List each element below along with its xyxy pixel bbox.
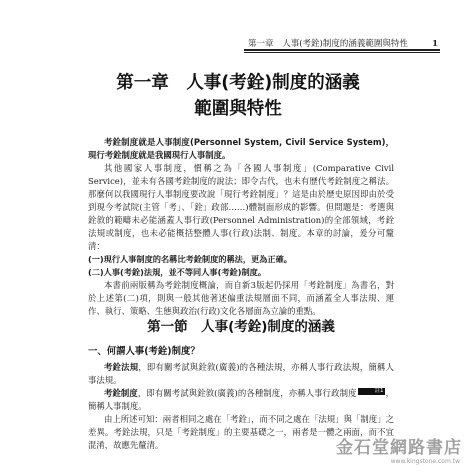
intro-text xyxy=(88,136,394,318)
section-paragraph-1 xyxy=(88,361,394,387)
section-title: 第一節 人事(考銓)制度的涵義 xyxy=(147,319,335,335)
intro-list-item-2: (二)人事(考銓)法規，並不等同人事(考銓)制度。 xyxy=(88,267,267,277)
chapter-title xyxy=(60,70,416,122)
section-subhead: 一、何謂人事(考銓)制度？ xyxy=(88,346,200,357)
intro-list-item-1: (一)現行人事制度的名稱比考銓制度的稱法，更為正確。 xyxy=(88,254,292,264)
header-rule-thin xyxy=(244,52,440,53)
term-regulations: 考銓法規 xyxy=(103,362,139,372)
section-paragraph-2-text: ，即有關考試與銓敘(廣義)的各種制度，亦稱人事行政制度 xyxy=(137,388,357,398)
running-header-chapter: 第一章 xyxy=(248,39,274,49)
section-paragraph-2 xyxy=(88,387,394,413)
footnote-marker[interactable]: 註1 xyxy=(358,388,385,395)
watermark xyxy=(292,438,474,474)
chapter-title-line2: 範圍與特性 xyxy=(194,99,282,119)
section-body xyxy=(88,344,394,452)
chapter-title-line1: 第一章 人事(考銓)制度的涵義 xyxy=(116,73,360,93)
header-rule xyxy=(244,49,440,51)
section-paragraph-3: 由上所述可知：兩者相同之處在「考銓」，而不同之處在「法規」與「制度」之差異。考銓法規，只是「考銓制度」的主要基礎之一，兩者是一體之兩面，而不宜混淆，故應先釐清。 xyxy=(88,414,394,450)
watermark-name: 金石堂網路書店 xyxy=(336,438,462,458)
section-paragraph-1-text: ，即有關考試與銓敘(廣義)的各種法規，亦稱人事行政法規，簡稱人事法規。 xyxy=(88,362,394,385)
intro-paragraph-1: 考銓制度就是人事制度(Personnel System, Civil Service System)，現行考銓制度就是我國現行人事制度。 xyxy=(88,137,394,160)
page-number: 1 xyxy=(432,39,438,49)
running-header-title: 人事(考銓)制度的涵義範圍與特性 xyxy=(282,39,408,49)
term-system: 考銓制度 xyxy=(103,388,138,398)
section-paragraph-2-tail: ，簡稱人事制度。 xyxy=(88,388,395,411)
intro-paragraph-3: 本書前兩版稱為考銓制度概論，而自新3版起仍採用「考銓制度」為書名，對於上述第(二)項，則與一般其他著述偏重法規層面不同，而涵蓋全人事法規、運作、執行、策略、生態與政治(行政)文化各層面為立論的重點。 xyxy=(88,280,394,316)
watermark-url: www.kingstone.com.tw xyxy=(390,458,460,465)
intro-paragraph-2: 其他國家人事制度，慣稱之為「各國人事制度」(Comparative Civil Service)，並未有各國考銓制度的說法；即令古代，也未有歷代考銓制度之稱法。那麼何以我國現行人事制度要改說「現行考銓制度」？這是由於歷史原因即由於受到現今考試院(主管「考」、「銓」政部……)體制面形成的影響。但問題是：考選與銓敘的範疇未必能涵蓋人事行政(Personnel Administration)的全部領域，考銓法規或制度，也未必能概括整體人事(行政)法制、制度。本章的討論，爰分可釐清： xyxy=(88,163,394,251)
